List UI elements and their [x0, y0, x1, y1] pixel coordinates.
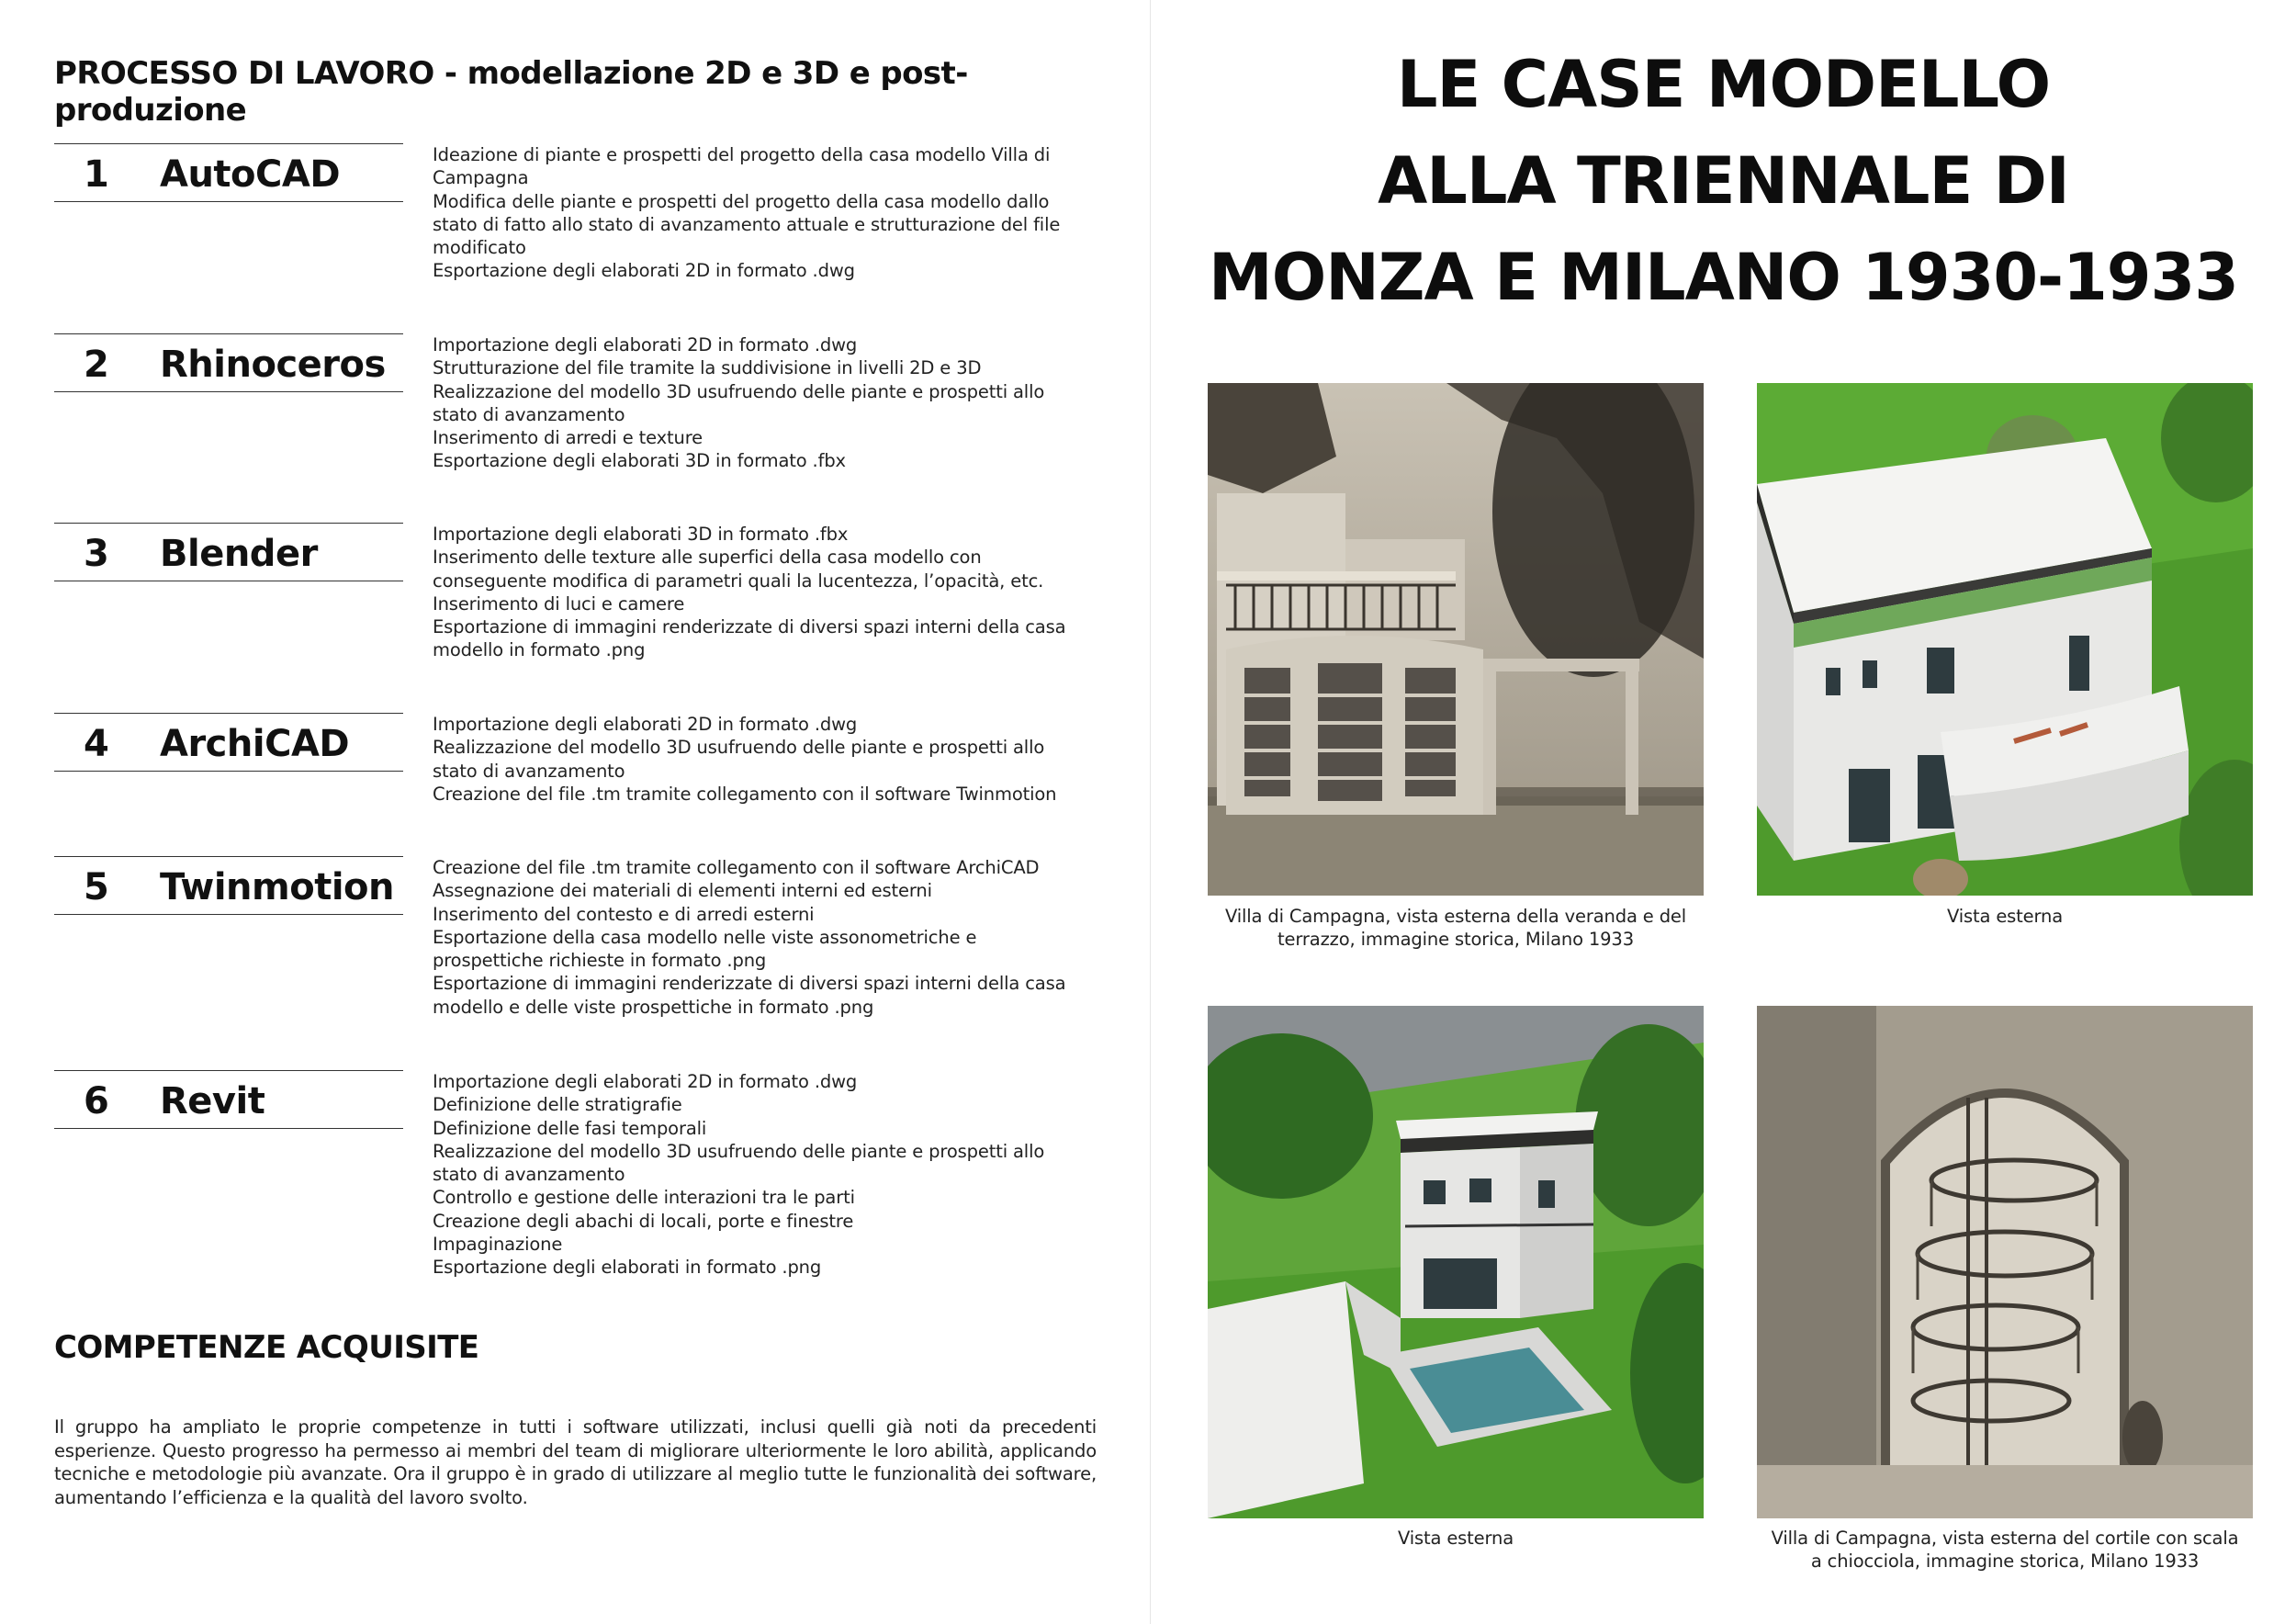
- step-description-line: Campagna: [433, 167, 529, 189]
- caption-line: Vista esterna: [1946, 906, 2064, 927]
- step-description-line: Inserimento di arredi e texture: [433, 427, 703, 449]
- step-description-line: Inserimento di luci e camere: [433, 592, 685, 615]
- step-description-line: Esportazione degli elaborati in formato .png: [433, 1257, 822, 1279]
- right-page: [1151, 0, 2296, 1624]
- step-description-line: Ideazione di piante e prospetti del progetto della casa modello Villa di: [433, 144, 1051, 165]
- step-tab: [54, 523, 403, 581]
- step-description-line: stato di avanzamento: [433, 1164, 625, 1186]
- step-description: [433, 1070, 1158, 1280]
- step-description-line: stato di avanzamento: [433, 760, 625, 782]
- competenze-title: COMPETENZE ACQUISITE: [54, 1329, 479, 1366]
- step-description-line: Creazione degli abachi di locali, porte e finestre: [433, 1210, 854, 1232]
- step-description-line: Importazione degli elaborati 2D in formato .dwg: [433, 1071, 858, 1092]
- process-title: PROCESSO DI LAVORO - modellazione 2D e 3D e post-produzione: [54, 55, 968, 129]
- step-description-line: Creazione del file .tm tramite collegamento con il software ArchiCAD: [433, 857, 1040, 878]
- step-description-line: stato di fatto allo stato di avanzamento attuale e strutturazione del file: [433, 213, 1061, 235]
- step-number: 3: [84, 533, 109, 575]
- step-description-line: Importazione degli elaborati 2D in formato .dwg: [433, 334, 858, 355]
- step-description: [433, 713, 1158, 806]
- step-description-line: Definizione delle fasi temporali: [433, 1117, 707, 1139]
- step-description-line: Importazione degli elaborati 2D in formato .dwg: [433, 714, 858, 735]
- step-tab: [54, 333, 403, 392]
- step-number: 4: [84, 723, 109, 765]
- step-number: 1: [84, 153, 109, 196]
- step-description-line: Modifica delle piante e prospetti del progetto della casa modello dallo: [433, 190, 1050, 212]
- step-description-line: Assegnazione dei materiali di elementi interni ed esterni: [433, 880, 932, 902]
- historic-veranda-image: [1208, 383, 1704, 896]
- step-description-line: prospettiche richieste in formato .png: [433, 950, 767, 972]
- step-tab: [54, 856, 403, 915]
- photo-render-exterior-1: [1757, 383, 2253, 896]
- photo-render-exterior-2: [1208, 1006, 1704, 1518]
- step-description-line: modificato: [433, 237, 526, 259]
- main-title: [1151, 37, 2296, 326]
- step-tab: [54, 1070, 403, 1129]
- step-number: 6: [84, 1080, 109, 1122]
- step-description-line: Esportazione della casa modello nelle viste assonometriche e: [433, 926, 977, 948]
- main-title-line: ALLA TRIENNALE DI: [1378, 143, 2069, 219]
- caption-line: Villa di Campagna, vista esterna della veranda e del: [1224, 906, 1687, 927]
- step-description: [433, 856, 1158, 1019]
- step-description-line: Definizione delle stratigrafie: [433, 1094, 682, 1116]
- render-exterior-2-image: [1208, 1006, 1704, 1518]
- step-software-name: Rhinoceros: [160, 344, 386, 386]
- photo-caption: [1199, 905, 1713, 951]
- caption-line: a chiocciola, immagine storica, Milano 1933: [1810, 1551, 2200, 1572]
- step-tab: [54, 143, 403, 202]
- step-description-line: Controllo e gestione delle interazioni tra le parti: [433, 1187, 855, 1209]
- step-description-line: Inserimento delle texture alle superfici della casa modello con: [433, 547, 982, 569]
- step-description-line: Realizzazione del modello 3D usufruendo delle piante e prospetti allo: [433, 737, 1045, 759]
- competenze-paragraph: Il gruppo ha ampliato le proprie competenze in tutti i software utilizzati, inclusi quelli già noti da precedenti esperienze. Questo progresso ha permesso ai membri del team di migliorare ulteriormente le loro abilità, applicando tecniche e metodologie più avanzate. Ora il gruppo è in grado di utilizzare al meglio tutte le funzionalità dei software, aumentando l’efficienza e la qualità del lavoro svolto.: [54, 1416, 1097, 1508]
- step-description-line: Creazione del file .tm tramite collegamento con il software Twinmotion: [433, 783, 1057, 805]
- caption-line: Vista esterna: [1397, 1528, 1514, 1549]
- step-description-line: Esportazione degli elaborati 2D in formato .dwg: [433, 260, 855, 282]
- main-title-line: MONZA E MILANO 1930-1933: [1209, 240, 2238, 315]
- step-description-line: Impaginazione: [433, 1234, 563, 1256]
- photo-historic-veranda: [1208, 383, 1704, 896]
- render-exterior-1-image: [1757, 383, 2253, 896]
- photo-caption: [1748, 905, 2262, 928]
- step-description-line: modello e delle viste prospettiche in formato .png: [433, 996, 874, 1018]
- step-description-line: Realizzazione del modello 3D usufruendo delle piante e prospetti allo: [433, 380, 1045, 402]
- step-description: [433, 143, 1158, 283]
- step-description-line: Importazione degli elaborati 3D in formato .fbx: [433, 524, 849, 545]
- step-description-line: Esportazione di immagini renderizzate di diversi spazi interni della casa: [433, 973, 1066, 995]
- step-description-line: modello in formato .png: [433, 639, 646, 661]
- step-description-line: conseguente modifica di parametri quali la lucentezza, l’opacità, etc.: [433, 570, 1044, 592]
- caption-line: terrazzo, immagine storica, Milano 1933: [1277, 929, 1634, 950]
- step-description-line: Inserimento del contesto e di arredi esterni: [433, 903, 815, 925]
- step-tab: [54, 713, 403, 772]
- step-software-name: Blender: [160, 533, 318, 575]
- photo-caption: [1199, 1527, 1713, 1550]
- step-description-line: Esportazione di immagini renderizzate di diversi spazi interni della casa: [433, 616, 1066, 638]
- step-description-line: stato di avanzamento: [433, 403, 625, 425]
- step-description: [433, 333, 1158, 473]
- photo-historic-staircase: [1757, 1006, 2253, 1518]
- step-number: 5: [84, 866, 109, 908]
- step-software-name: ArchiCAD: [160, 723, 350, 765]
- main-title-line: LE CASE MODELLO: [1396, 47, 2051, 122]
- step-software-name: Revit: [160, 1080, 265, 1122]
- step-software-name: AutoCAD: [160, 153, 341, 196]
- step-description-line: Strutturazione del file tramite la suddivisione in livelli 2D e 3D: [433, 357, 982, 379]
- step-description-line: Esportazione degli elaborati 3D in formato .fbx: [433, 450, 846, 472]
- step-number: 2: [84, 344, 109, 386]
- step-software-name: Twinmotion: [160, 866, 394, 908]
- photo-caption: [1748, 1527, 2262, 1573]
- step-description: [433, 523, 1158, 662]
- caption-line: Villa di Campagna, vista esterna del cortile con scala: [1771, 1528, 2239, 1549]
- step-description-line: Realizzazione del modello 3D usufruendo delle piante e prospetti allo: [433, 1140, 1045, 1162]
- historic-staircase-image: [1757, 1006, 2253, 1518]
